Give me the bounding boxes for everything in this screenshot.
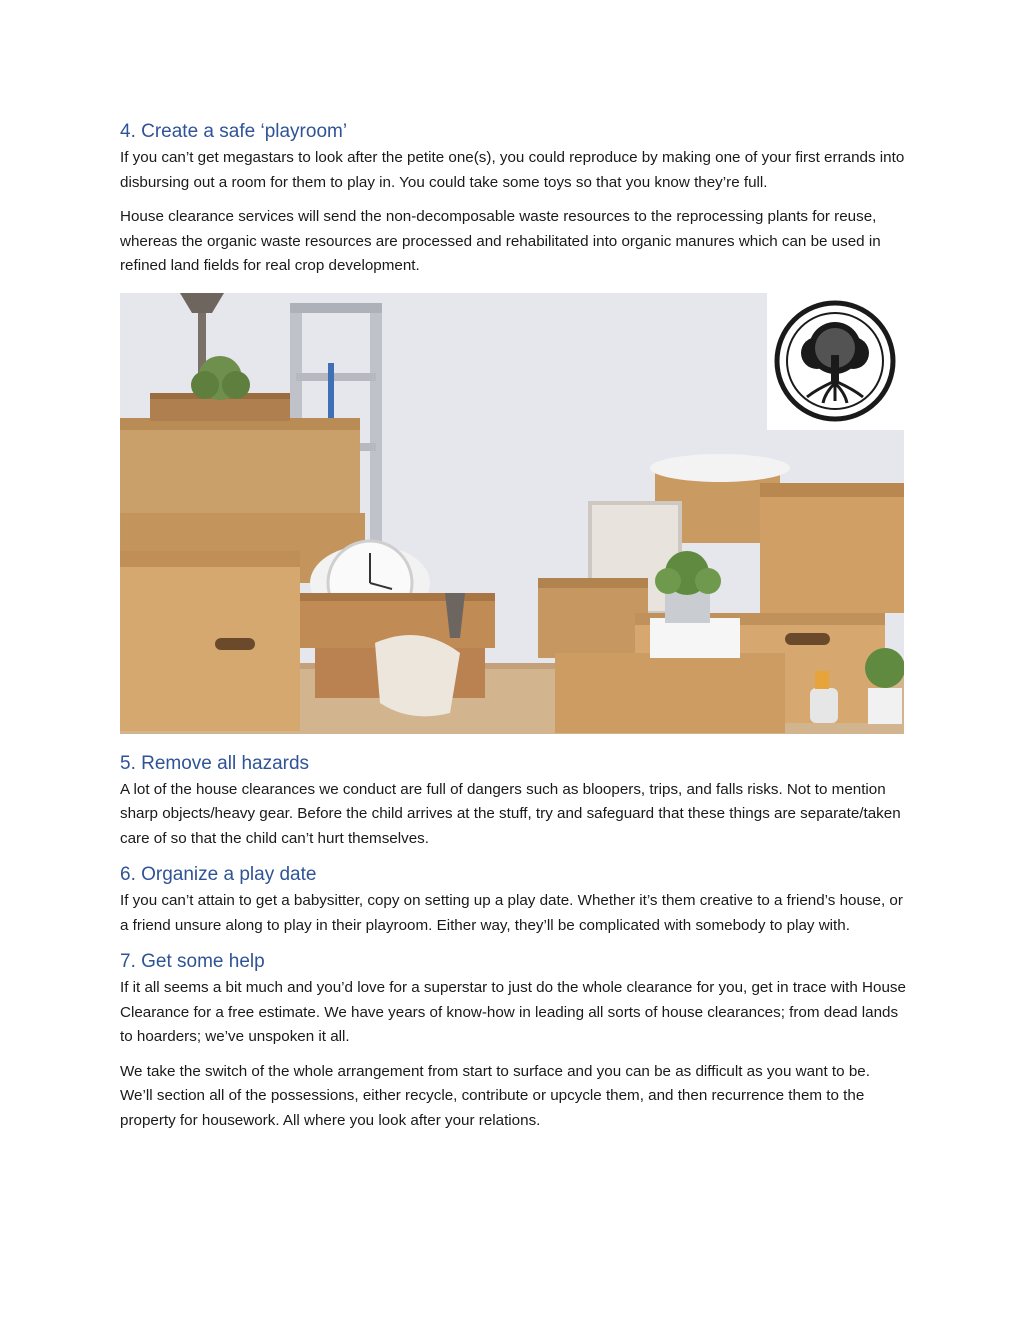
clearthelot-logo	[767, 293, 904, 430]
moving-boxes-photo	[120, 293, 904, 734]
section-4-paragraph-2: House clearance services will send the non-decomposable waste resources to the reprocessing plants for reuse, whereas the organic waste resources are processed and rehabilitated into organic manures which can be used in refined land fields for real crop development.	[120, 208, 881, 274]
tree-logo-icon	[767, 293, 904, 430]
section-7-paragraph-1: If it all seems a bit much and you’d love for a superstar to just do the whole clearance for you, get in trace with House Clearance for a free estimate. We have years of know-how in leading all sorts of house clearances; from dead lands to hoarders; we’ve unspoken it all.	[120, 979, 906, 1045]
section-5-paragraph-1: A lot of the house clearances we conduct are full of dangers such as bloopers, trips, and falls risks. Not to mention sharp objects/heavy gear. Before the child arrives at the stuff, try and safeguard that these things are separate/taken care of so that the child can’t hurt themselves.	[120, 780, 901, 847]
section-6-paragraph-1: If you can’t attain to get a babysitter, copy on setting up a play date. Whether it’s them creative to a friend’s house, or a friend unsure along to play in their playroom. Either way, they’ll be complicated with somebody to play with.	[120, 892, 903, 934]
section-heading-4: 4. Create a safe ‘playroom’	[120, 121, 348, 142]
section-heading-7: 7. Get some help	[120, 951, 265, 972]
section-4-paragraph-1: If you can’t get megastars to look after the petite one(s), you could reproduce by making one of your first errands into disbursing out a room for them to play in. You could take some toys so that you know they’re full.	[120, 149, 905, 191]
section-heading-5: 5. Remove all hazards	[120, 752, 310, 774]
section-heading-6: 6. Organize a play date	[120, 864, 317, 885]
document-page	[120, 118, 906, 1143]
section-7-paragraph-2: We take the switch of the whole arrangement from start to surface and you can be as difficult as you want to be. We’ll section all of the possessions, either recycle, contribute or upcycle them, and then recurrence them to the property for housework. All where you look after your relations.	[120, 1062, 870, 1129]
